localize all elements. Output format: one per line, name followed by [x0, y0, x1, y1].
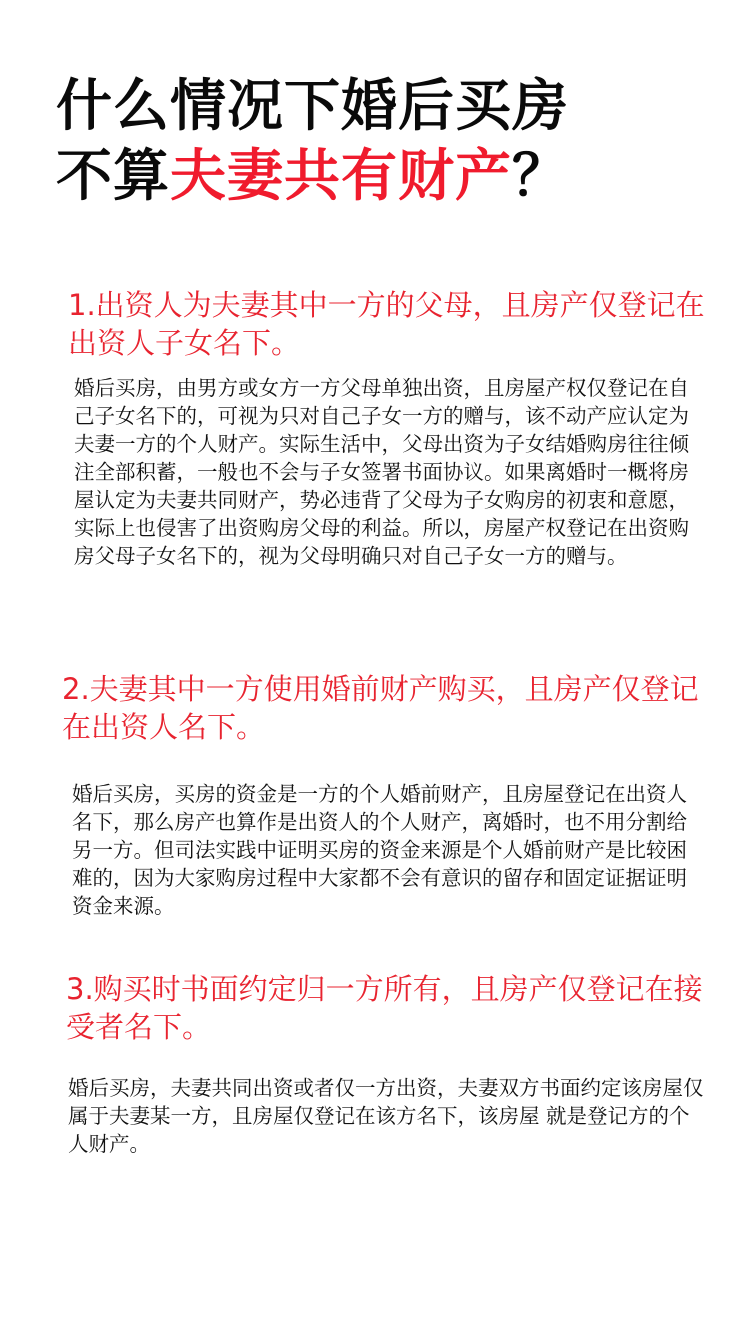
page-title	[56, 72, 716, 212]
section-1-heading: 1.出资人为夫妻其中一方的父母，且房产仅登记在出资人子女名下。	[68, 288, 705, 360]
section-2-body: 婚后买房，买房的资金是一方的个人婚前财产，且房屋登记在出资人名下，那么房产也算作是出资人的个人财产，离婚时，也不用分割给另一方。但司法实践中证明买房的资金来源是个人婚前财产是比较困难的，因为大家购房过程中大家都不会有意识的留存和固定证据证明资金来源。	[72, 782, 687, 918]
section-1-body: 婚后买房，由男方或女方一方父母单独出资，且房屋产权仅登记在自己子女名下的，可视为只对自己子女一方的赠与，该不动产应认定为夫妻一方的个人财产。实际生活中，父母出资为子女结婚购房往往倾注全部积蓄，一般也不会与子女签署书面协议。如果离婚时一概将房屋认定为夫妻共同财产，势必违背了父母为子女购房的初衷和意愿，实际上也侵害了出资购房父母的利益。所以，房屋产权登记在出资购房父母子女名下的，视为父母明确只对自己子女一方的赠与。	[74, 376, 689, 568]
title-line-2	[56, 142, 716, 212]
section-3-body: 婚后买房，夫妻共同出资或者仅一方出资，夫妻双方书面约定该房屋仅属于夫妻某一方，且房屋仅登记在该方名下，该房屋 就是登记方的个人财产。	[68, 1076, 704, 1156]
title-line-1: 什么情况下婚后买房	[56, 74, 569, 139]
section-2-heading: 2.夫妻其中一方使用婚前财产购买，且房产仅登记在出资人名下。	[62, 672, 699, 744]
title-line-2-prefix: 不算	[56, 144, 170, 209]
section-3-heading: 3.购买时书面约定归一方所有，且房产仅登记在接受者名下。	[66, 972, 703, 1044]
title-highlight: 夫妻共有财产	[170, 144, 512, 209]
title-question-mark: ？	[512, 144, 569, 209]
